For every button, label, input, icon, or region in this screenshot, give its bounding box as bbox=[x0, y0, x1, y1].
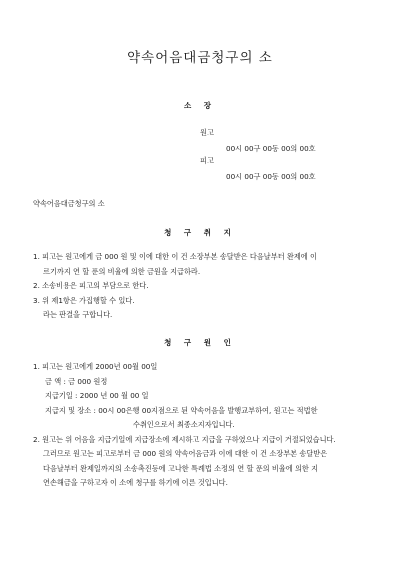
plaintiff-address: 00시 00구 00동 00의 00호 bbox=[226, 144, 316, 153]
claim-line: 라는 판결을 구합니다. bbox=[43, 310, 113, 319]
plaintiff-label: 원고 bbox=[200, 128, 214, 137]
grounds-line: 1. 피고는 원고에게 2000년 00월 00일 bbox=[33, 362, 158, 371]
grounds-heading: 청 구 원 인 bbox=[164, 338, 236, 347]
grounds-line: 지급지 및 장소 : 00시 00은행 00지점으로 된 약속어음을 발행교부하여, 원고는 적법한 bbox=[45, 405, 318, 415]
claim-heading: 청 구 취 지 bbox=[164, 228, 236, 237]
defendant-address: 00시 00구 00동 00의 00호 bbox=[226, 172, 316, 181]
grounds-line: 연손해금을 구하고자 이 소에 청구를 하기에 이른 것입니다. bbox=[43, 478, 228, 487]
case-name: 약속어음대금청구의 소 bbox=[33, 199, 105, 208]
grounds-line: 그러므로 원고는 피고로부터 금 000 원의 약속어음금과 이에 대한 이 건 소장부본 송달받은 bbox=[43, 449, 328, 458]
claim-line: 1. 피고는 원고에게 금 000 원 및 이에 대한 이 건 소장부본 송달받은 다음날부터 완제에 이 bbox=[33, 252, 317, 261]
claim-line: 2. 소송비용은 피고의 부담으로 한다. bbox=[33, 281, 149, 290]
claim-line: 르기까지 연 할 푼의 비율에 의한 금원을 지급하라. bbox=[43, 266, 201, 276]
grounds-section bbox=[33, 360, 336, 491]
grounds-line: 지급기일 : 2000 년 00 월 00 일 bbox=[45, 391, 149, 400]
grounds-line: 다음날부터 완제일까지의 소송촉진등에 고나한 특례법 소정의 연 할 푼의 비율에 의한 지 bbox=[43, 463, 319, 473]
claim-section bbox=[33, 250, 317, 323]
defendant-label: 피고 bbox=[200, 156, 214, 165]
claim-line: 3. 위 제1항은 가집행할 수 있다. bbox=[33, 295, 135, 305]
complaint-heading: 소 장 bbox=[183, 101, 217, 110]
grounds-line: 2. 원고는 위 어음을 지급기일에 지급장소에 제시하고 지급을 구하였으나 지급이 거절되었습니다. bbox=[33, 434, 336, 444]
grounds-line: 수취인으로서 최종소지자입니다. bbox=[133, 420, 235, 429]
document-title: 약속어음대금청구의 소 bbox=[127, 50, 273, 66]
grounds-line: 금 액 : 금 000 원정 bbox=[45, 376, 108, 386]
